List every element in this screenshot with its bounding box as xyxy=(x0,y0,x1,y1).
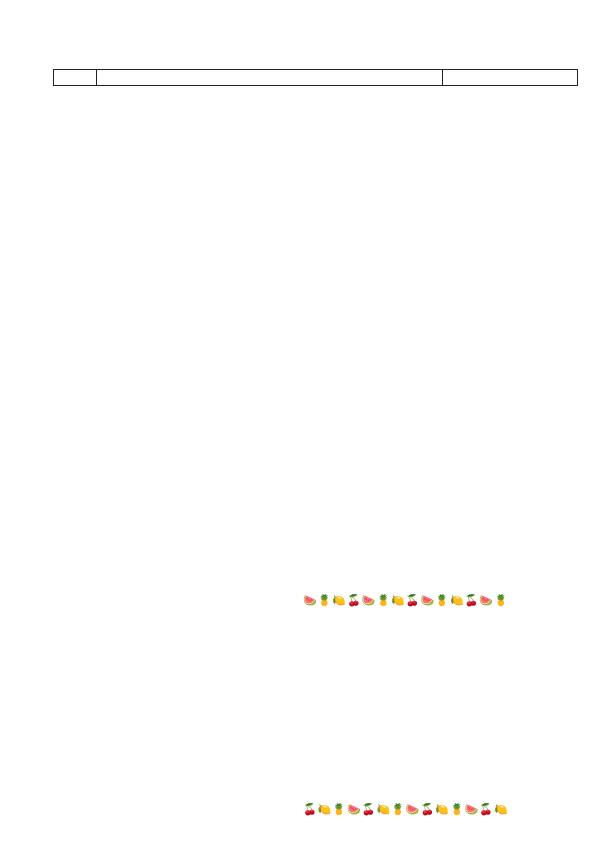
vegetable-column xyxy=(50,600,294,812)
header-day xyxy=(54,70,97,86)
menu-table xyxy=(53,69,578,86)
recipe-column xyxy=(303,594,553,819)
fruit-border-bottom: 🍒🍋🍍🍉🍒🍋🍍🍉🍒🍋🍍🍉🍒🍋 xyxy=(303,803,509,816)
table-header xyxy=(54,70,578,86)
header-snack xyxy=(443,70,578,86)
fruit-border-top: 🍉🍍🍋🍒🍉🍍🍋🍒🍉🍍🍋🍒🍉🍍 xyxy=(303,594,509,607)
header-menu xyxy=(97,70,443,86)
